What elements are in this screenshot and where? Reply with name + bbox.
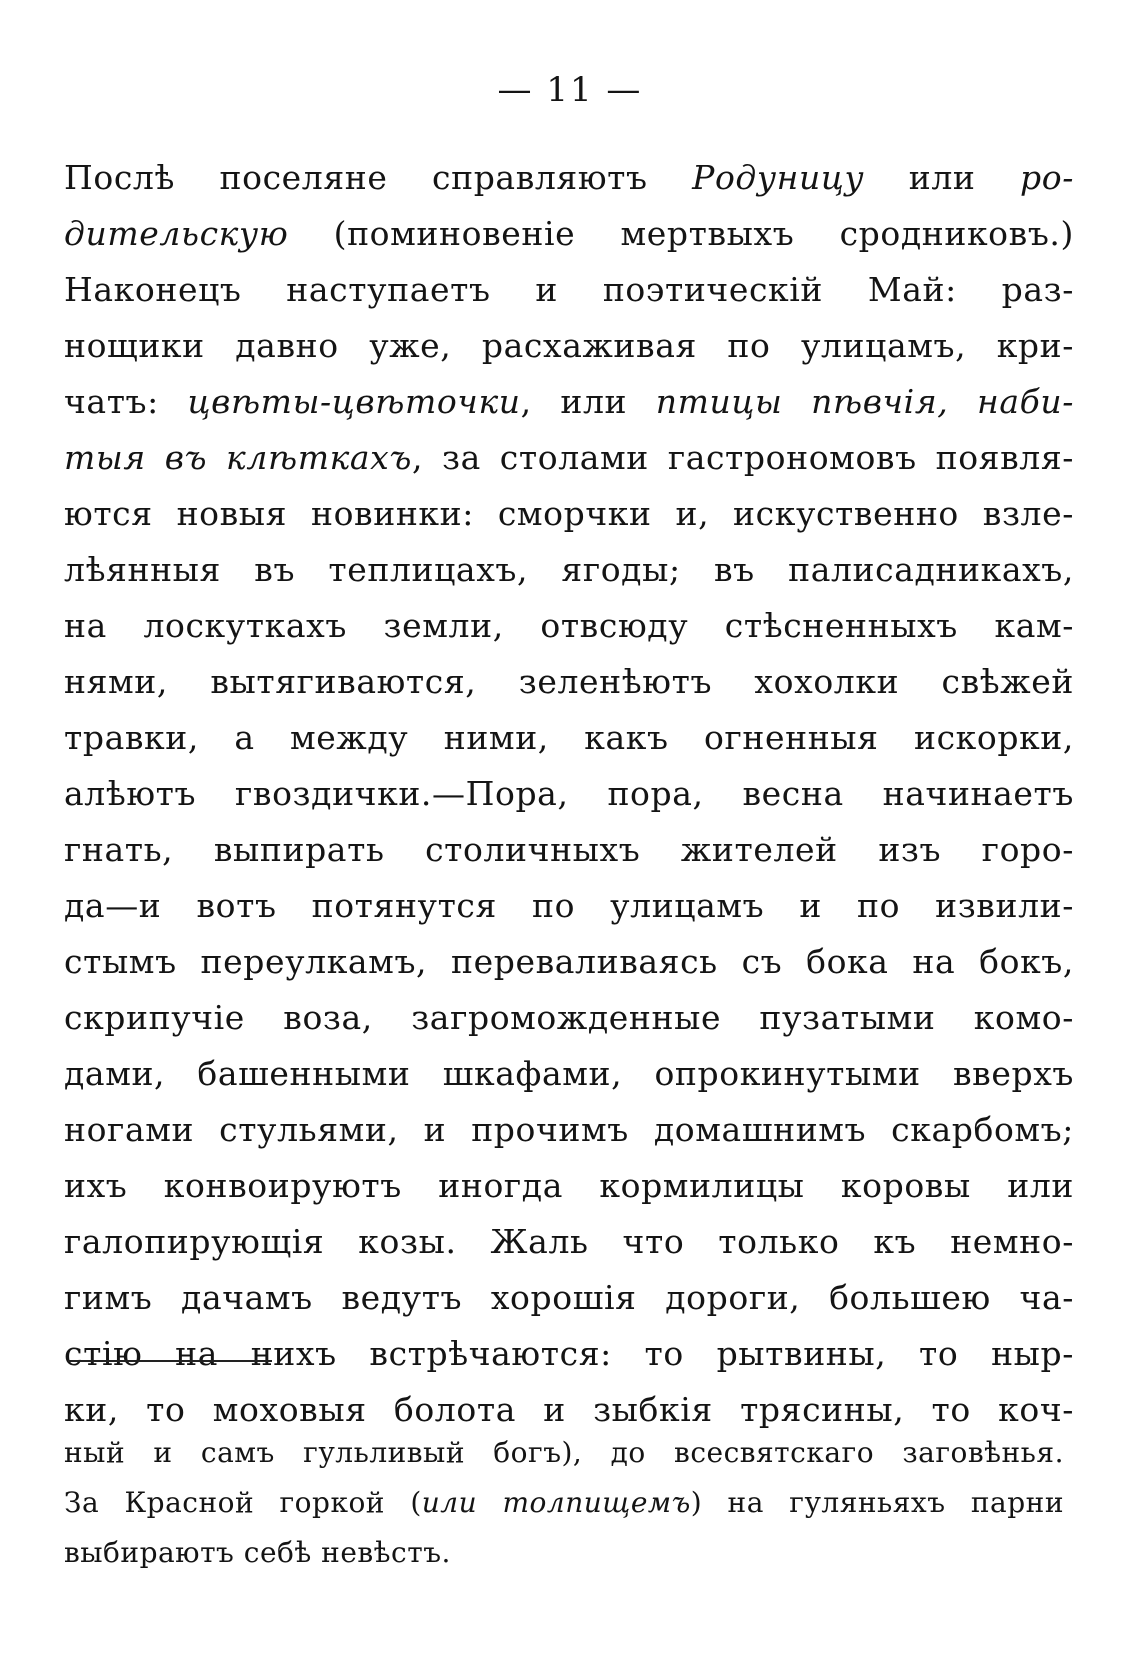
text-line: гимъ дачамъ ведутъ хорошiя дороги, большею ча- [64, 1278, 1074, 1317]
footnote-line: За Красной горкой (или толпищемъ) на гуляньяхъ парни [64, 1486, 1064, 1519]
text-line: травки, а между ними, какъ огненныя искорки, [64, 718, 1074, 757]
text-line: нями, вытягиваются, зеленѣютъ хохолки свѣжей [64, 662, 1074, 701]
text-line: стымъ переулкамъ, переваливаясь съ бока на бокъ, [64, 942, 1074, 981]
text-line: галопирующiя козы. Жаль что только къ немно- [64, 1222, 1074, 1261]
text-line: стiю на нихъ встрѣчаются: то рытвины, то ныр- [64, 1334, 1074, 1373]
text-line: алѣютъ гвоздички.—Пора, пора, весна начинаетъ [64, 774, 1074, 813]
footnote-line: выбираютъ себѣ невѣстъ. [64, 1536, 451, 1569]
footnote-line: ный и самъ гульливый богъ), до всесвятскаго заговѣнья. [64, 1436, 1064, 1469]
text-line: ногами стульями, и прочимъ домашнимъ скарбомъ; [64, 1110, 1074, 1149]
text-line: ки, то моховыя болота и зыбкiя трясины, то коч- [64, 1390, 1074, 1429]
text-line: дительскую (поминовенiе мертвыхъ сродниковъ.) [64, 214, 1074, 253]
main-text [64, 150, 1074, 1438]
footnote-divider [68, 1360, 272, 1362]
text-line: ются новыя новинки: сморчки и, искуственно взле- [64, 494, 1074, 533]
text-line: дами, башенными шкафами, опрокинутыми вверхъ [64, 1054, 1074, 1093]
footnote [64, 1428, 1064, 1578]
text-line: чатъ: цвѣты-цвѣточки, или птицы пѣвчiя, наби- [64, 382, 1074, 421]
page-number: — 11 — [497, 70, 643, 110]
text-line: Наконецъ наступаетъ и поэтическiй Май: раз- [64, 270, 1074, 309]
text-line: Послѣ поселяне справляютъ Родуницу или ро- [64, 158, 1074, 197]
text-line: гнать, выпирать столичныхъ жителей изъ горо- [64, 830, 1074, 869]
text-line: тыя въ клѣткахъ, за столами гастрономовъ появля- [64, 438, 1074, 477]
text-line: лѣянныя въ теплицахъ, ягоды; въ палисадникахъ, [64, 550, 1074, 589]
text-line: нощики давно уже, расхаживая по улицамъ, кри- [64, 326, 1074, 365]
text-line: скрипучiе воза, загроможденные пузатыми комо- [64, 998, 1074, 1037]
text-line: на лоскуткахъ земли, отвсюду стѣсненныхъ кам- [64, 606, 1074, 645]
text-line: да—и вотъ потянутся по улицамъ и по извили- [64, 886, 1074, 925]
text-line: ихъ конвоируютъ иногда кормилицы коровы или [64, 1166, 1074, 1205]
